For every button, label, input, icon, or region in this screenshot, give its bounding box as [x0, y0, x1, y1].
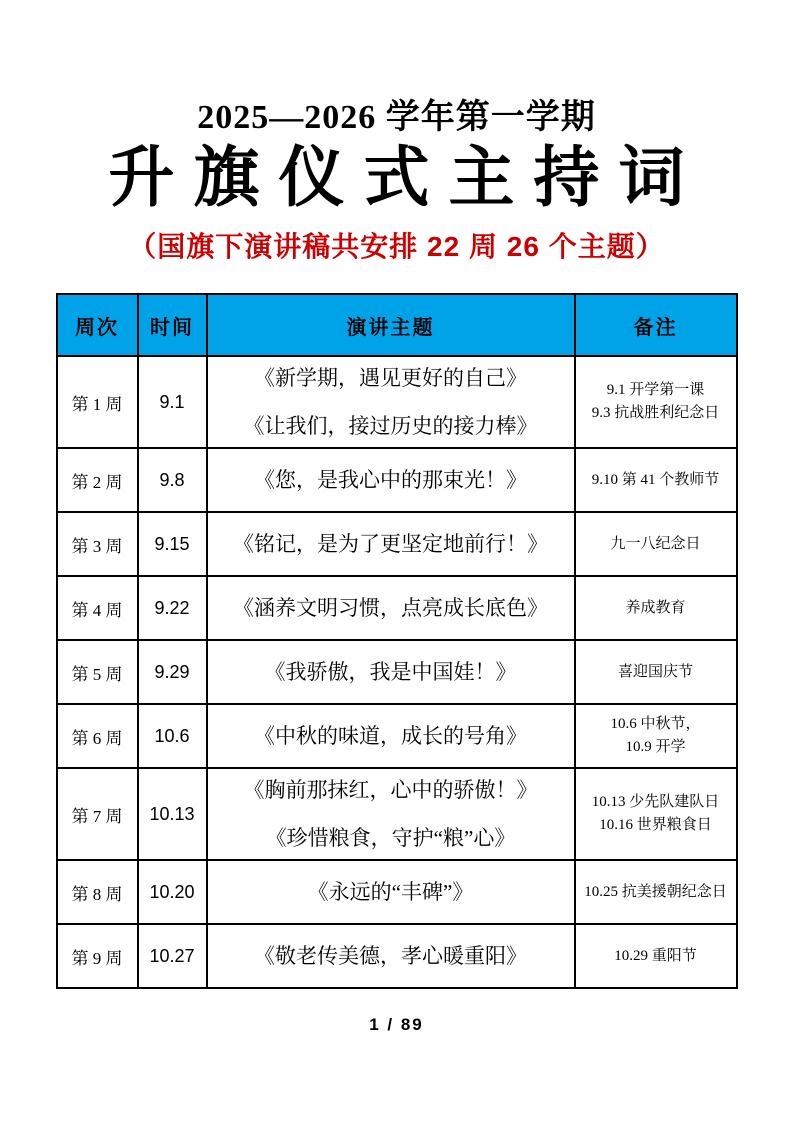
note-cell	[575, 356, 737, 448]
week-cell: 第 8 周	[57, 860, 138, 924]
note-cell	[575, 448, 737, 512]
column-header: 时间	[138, 294, 207, 356]
theme-line: 《胸前那抹红，心中的骄傲！》	[243, 778, 538, 803]
week-cell: 第 7 周	[57, 768, 138, 860]
theme-line: 《涵养文明习惯，点亮成长底色》	[233, 596, 548, 621]
date-cell: 10.13	[138, 768, 207, 860]
schedule-table	[56, 293, 738, 989]
note-line: 喜迎国庆节	[617, 663, 693, 680]
column-header: 周次	[57, 294, 138, 356]
week-cell: 第 2 周	[57, 448, 138, 512]
note-line: 9.1 开学第一课	[606, 382, 705, 399]
date-cell: 10.20	[138, 860, 207, 924]
note-cell	[575, 640, 737, 704]
table-row	[57, 860, 737, 924]
date-cell: 10.6	[138, 704, 207, 768]
theme-line: 《敬老传美德，孝心暖重阳》	[254, 944, 527, 969]
subtitle: （国旗下演讲稿共安排 22 周 26 个主题）	[128, 231, 665, 263]
week-cell: 第 3 周	[57, 512, 138, 576]
theme-cell	[207, 768, 575, 860]
week-cell: 第 4 周	[57, 576, 138, 640]
date-cell: 9.1	[138, 356, 207, 448]
theme-cell	[207, 924, 575, 988]
theme-line: 《中秋的味道，成长的号角》	[254, 724, 527, 749]
column-header: 演讲主题	[207, 294, 575, 356]
theme-line: 《我骄傲，我是中国娃！》	[264, 660, 517, 685]
table-row	[57, 356, 737, 448]
table-body	[57, 356, 737, 988]
table-row	[57, 512, 737, 576]
theme-cell	[207, 704, 575, 768]
theme-line: 《永远的“丰碑”》	[307, 880, 474, 905]
date-cell: 9.22	[138, 576, 207, 640]
table-header-row	[57, 294, 737, 356]
theme-line: 《新学期，遇见更好的自己》	[254, 366, 527, 391]
week-cell: 第 9 周	[57, 924, 138, 988]
week-cell: 第 1 周	[57, 356, 138, 448]
table-row	[57, 768, 737, 860]
date-cell: 9.15	[138, 512, 207, 576]
column-header: 备注	[575, 294, 737, 356]
note-line: 10.13 少先队建队日	[591, 794, 720, 811]
theme-cell	[207, 860, 575, 924]
table-row	[57, 924, 737, 988]
theme-cell	[207, 640, 575, 704]
theme-cell	[207, 448, 575, 512]
theme-line: 《铭记，是为了更坚定地前行！》	[233, 532, 548, 557]
note-cell	[575, 704, 737, 768]
note-cell	[575, 860, 737, 924]
week-cell: 第 5 周	[57, 640, 138, 704]
note-line: 9.10 第 41 个教师节	[591, 471, 720, 488]
theme-cell	[207, 576, 575, 640]
theme-line: 《珍惜粮食，守护“粮”心》	[265, 826, 516, 851]
table-row	[57, 640, 737, 704]
theme-line: 《您，是我心中的那束光！》	[254, 468, 527, 493]
note-line: 养成教育	[625, 599, 686, 616]
theme-cell	[207, 356, 575, 448]
note-cell	[575, 924, 737, 988]
table-row	[57, 576, 737, 640]
note-cell	[575, 576, 737, 640]
theme-line: 《让我们，接过历史的接力棒》	[243, 414, 538, 439]
page-number: 1 / 89	[369, 1015, 424, 1035]
note-line: 9.3 抗战胜利纪念日	[591, 405, 720, 422]
note-line: 10.29 重阳节	[614, 947, 697, 964]
date-cell: 9.8	[138, 448, 207, 512]
table-row	[57, 704, 737, 768]
note-line: 10.6 中秋节，	[610, 716, 701, 733]
table-row	[57, 448, 737, 512]
note-cell	[575, 512, 737, 576]
note-cell	[575, 768, 737, 860]
main-title: 升旗仪式主持词	[108, 141, 704, 215]
date-cell: 9.29	[138, 640, 207, 704]
theme-cell	[207, 512, 575, 576]
note-line: 10.9 开学	[625, 739, 686, 756]
note-line: 九一八纪念日	[610, 535, 701, 552]
semester-title: 2025—2026 学年第一学期	[197, 99, 596, 136]
note-line: 10.25 抗美援朝纪念日	[584, 883, 727, 900]
note-line: 10.16 世界粮食日	[599, 817, 712, 834]
date-cell: 10.27	[138, 924, 207, 988]
week-cell: 第 6 周	[57, 704, 138, 768]
